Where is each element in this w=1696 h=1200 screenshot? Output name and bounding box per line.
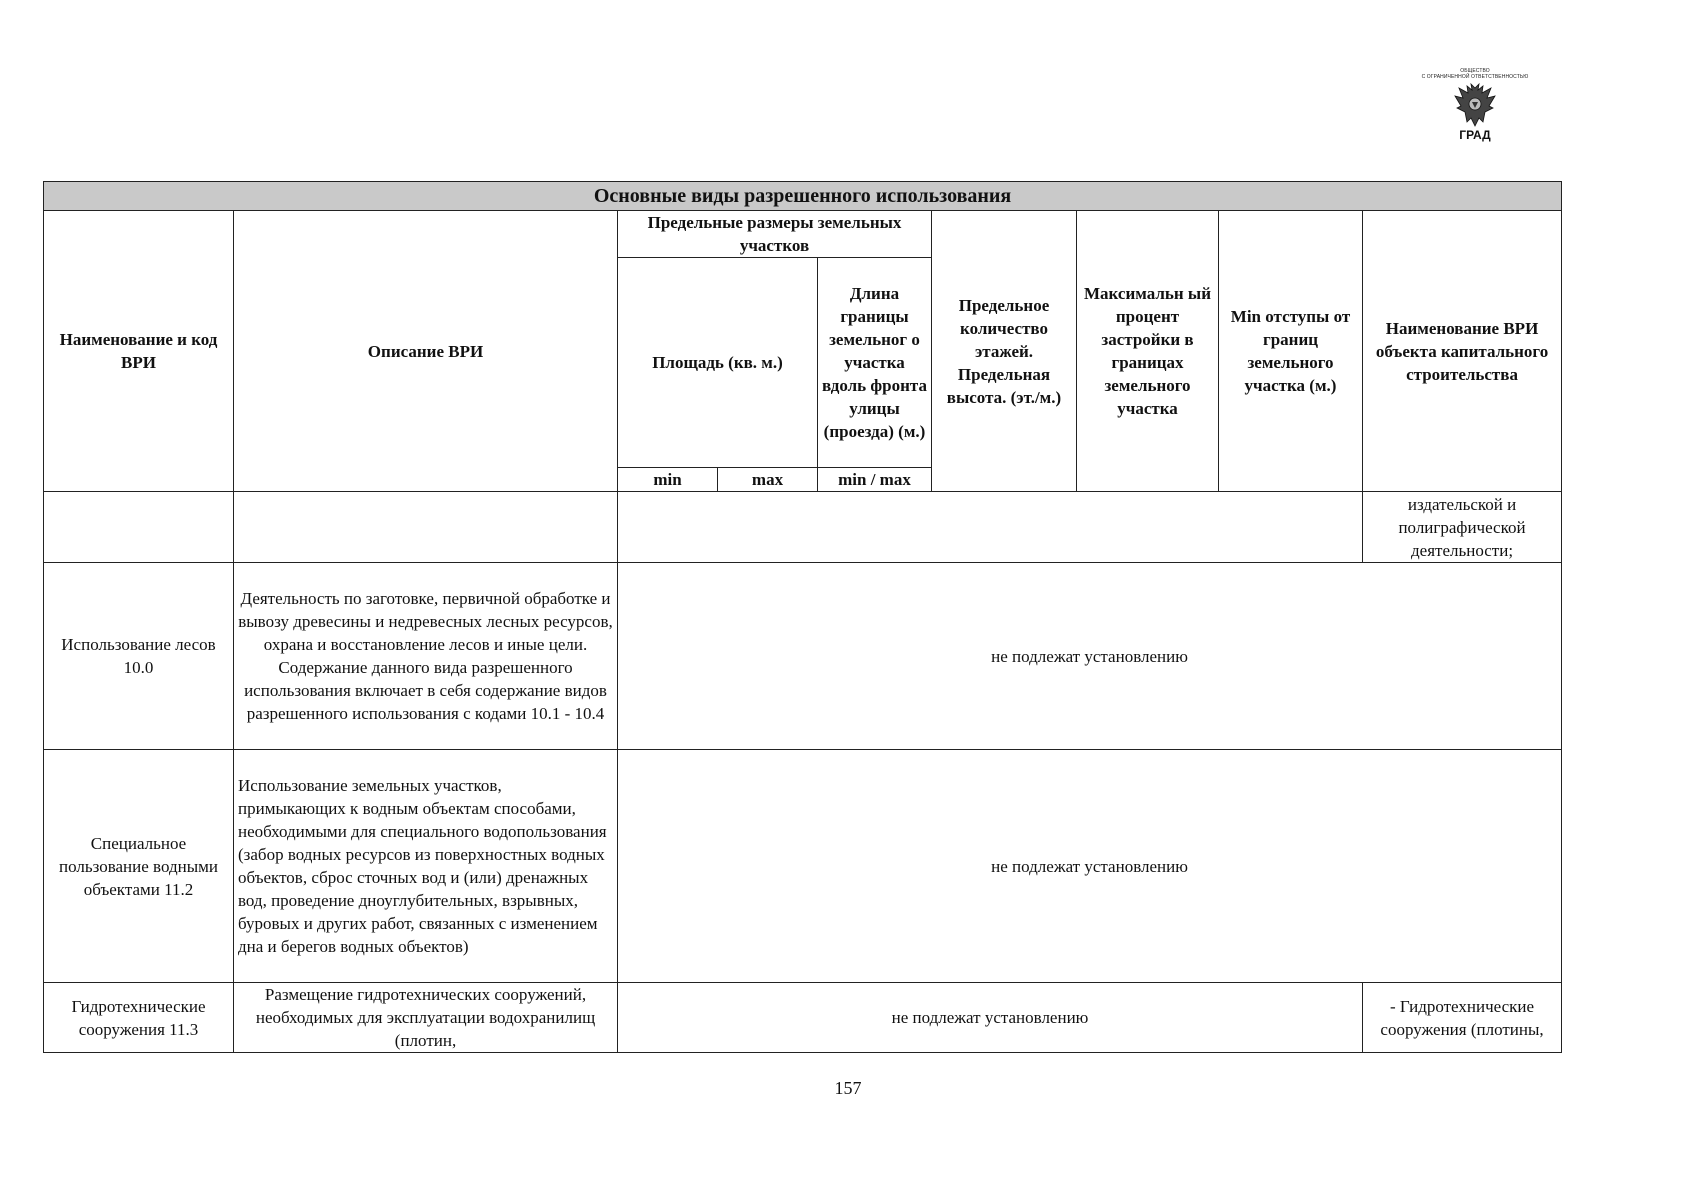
row-limits: не подлежат установлению [618,750,1562,983]
header-max: max [718,468,818,492]
header-description: Описание ВРИ [234,211,618,492]
header-minmax: min / max [818,468,932,492]
table-row [44,563,1562,750]
table-row [44,983,1562,1053]
header-limit-sizes: Предельные размеры земельных участков [618,211,932,258]
row-limits: не подлежат установлению [618,983,1363,1053]
row-capital: - Гидротехнические сооружения (плотины, [1363,983,1562,1053]
header-capital-name: Наименование ВРИ объекта капитального строительства [1363,211,1562,492]
row-name: Использование лесов 10.0 [44,563,234,750]
header-frontage: Длина границы земельног о участка вдоль фронта улицы (проезда) (м.) [818,258,932,468]
table-row [44,750,1562,983]
logo-org-line1: ОБЩЕСТВО [1460,68,1490,74]
logo-org-line2: С ОГРАНИЧЕННОЙ ОТВЕТСТВЕННОСТЬЮ [1421,74,1529,80]
row-name: Гидротехнические сооружения 11.3 [44,983,234,1053]
table-title: Основные виды разрешенного использования [44,182,1562,211]
table-row [44,492,1562,563]
header-area: Площадь (кв. м.) [618,258,818,468]
permitted-use-table [43,181,1562,1053]
eagle-emblem-icon [1453,82,1497,128]
header-min: min [618,468,718,492]
company-logo [1390,68,1560,154]
header-setbacks: Min отступы от границ земельного участка (м.) [1219,211,1363,492]
header-max-percent: Максимальн ый процент застройки в границах земельного участка [1077,211,1219,492]
logo-name: ГРАД [1459,128,1491,142]
row-description [234,492,618,563]
row-name: Специальное пользование водными объектами 11.2 [44,750,234,983]
row-description: Деятельность по заготовке, первичной обработке и вывозу древесины и недревесных лесных ресурсов, охрана и восстановление лесов и иные цели. Содержание данного вида разрешенного использования включает в себя содержание видов разрешенного использования с кодами 10.1 - 10.4 [234,563,618,750]
page-number: 157 [834,1078,862,1098]
row-limits: не подлежат установлению [618,563,1562,750]
row-limits [618,492,1363,563]
header-name-code: Наименование и код ВРИ [44,211,234,492]
header-floors: Предельное количество этажей. Предельная высота. (эт./м.) [932,211,1077,492]
row-description: Использование земельных участков, примыкающих к водным объектам способами, необходимыми для специального водопользования (забор водных ресурсов из поверхностных водных объектов, сброс сточных вод и (или) дренажных вод, проведение дноуглубительных, взрывных, буровых и других работ, связанных с изменением дна и берегов водных объектов) [234,750,618,983]
row-capital: издательской и полиграфической деятельности; [1363,492,1562,563]
row-description: Размещение гидротехнических сооружений, необходимых для эксплуатации водохранилищ (плотин, [234,983,618,1053]
row-name [44,492,234,563]
